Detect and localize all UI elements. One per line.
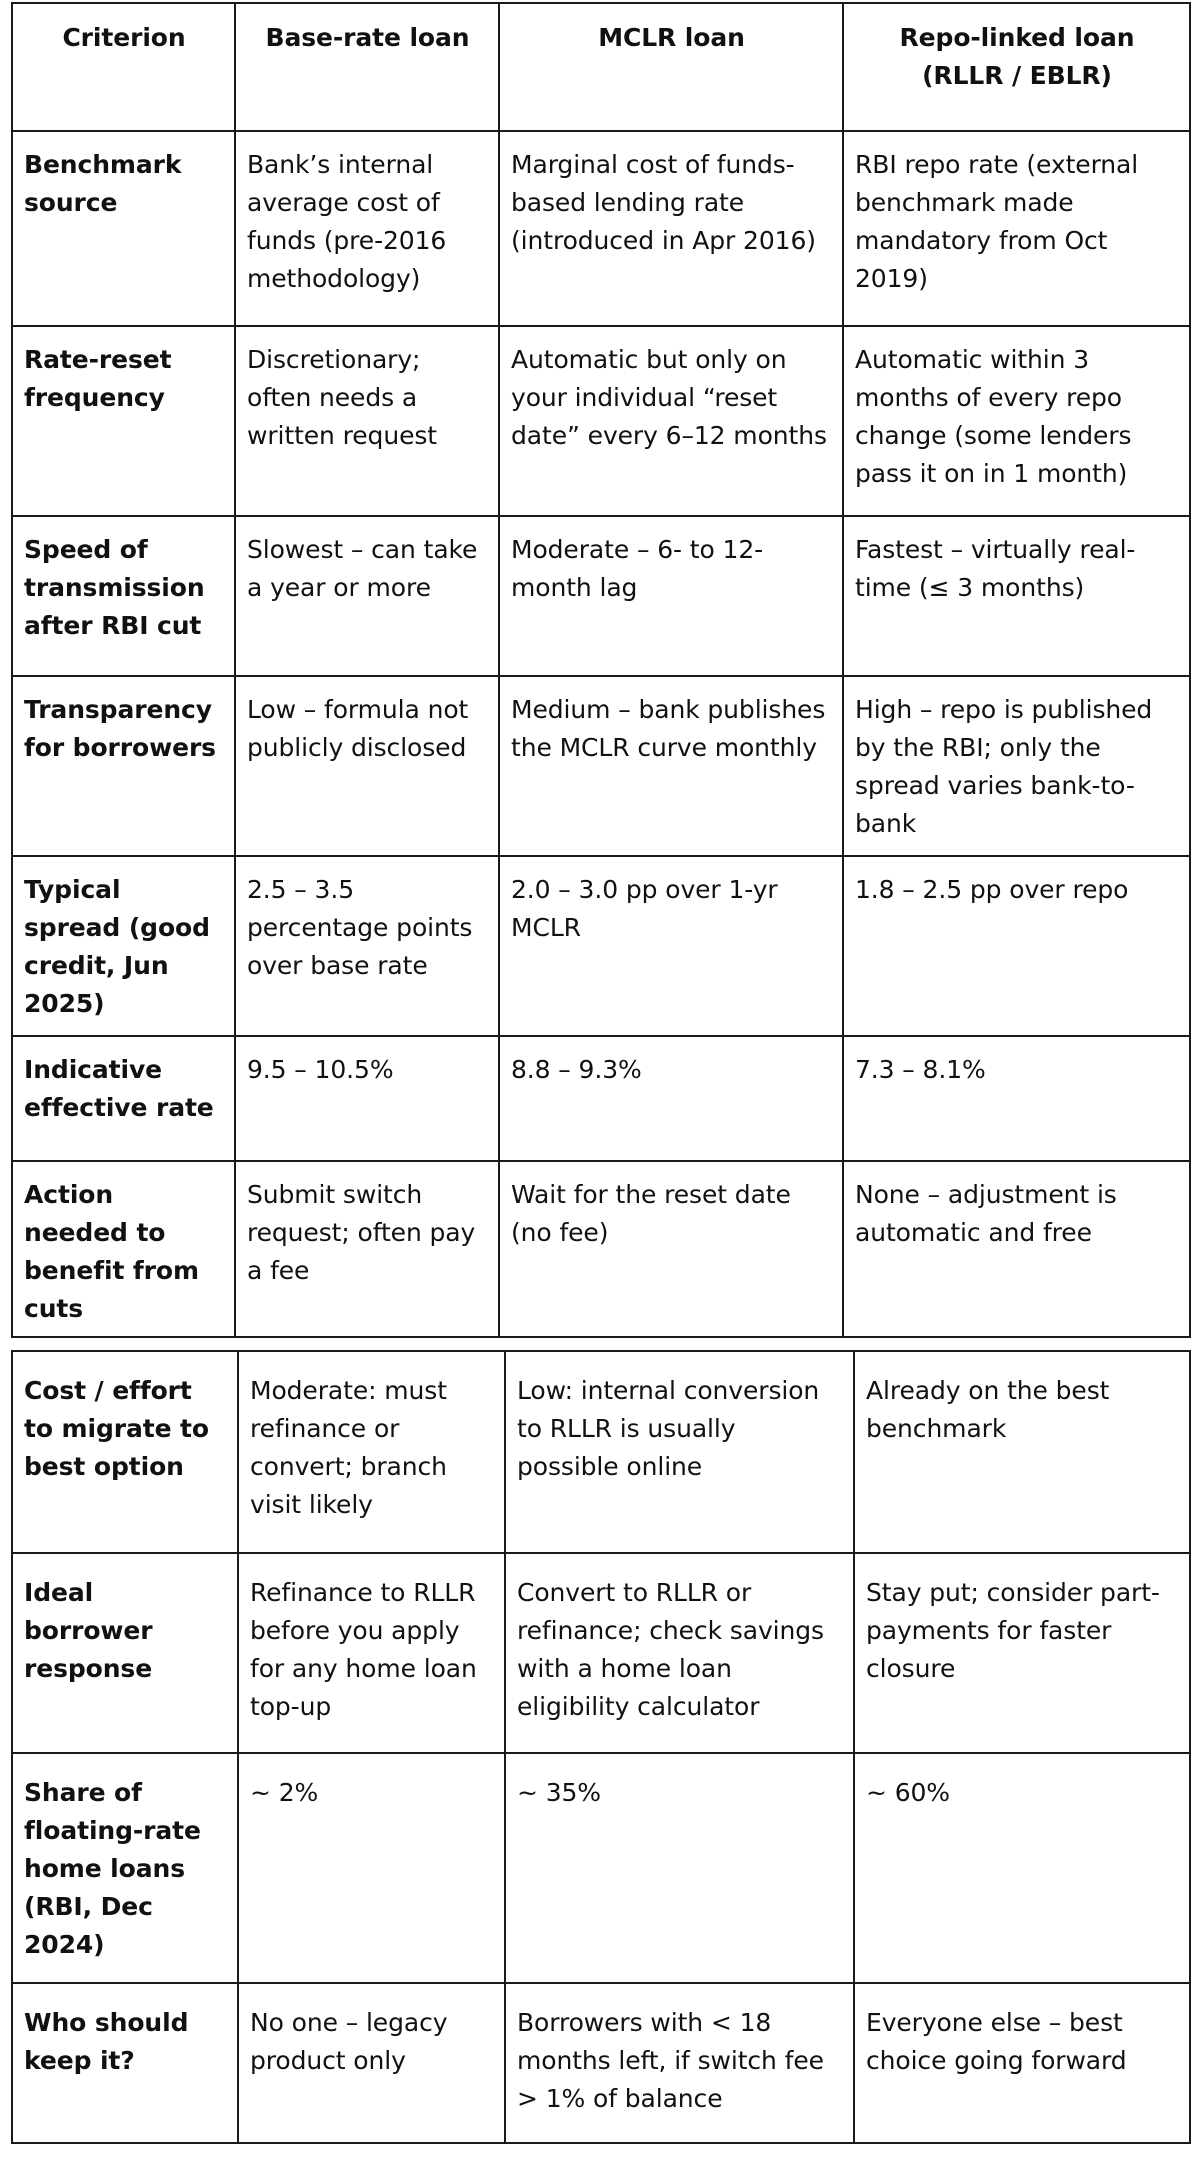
cell-mclr: Borrowers with < 18 months left, if switch fee > 1% of balance [505, 1983, 854, 2143]
row-criterion: Share of floating-rate home loans (RBI, Dec 2024) [12, 1753, 238, 1983]
comparison-table-bottom [11, 1350, 1191, 2144]
table-row [12, 516, 1190, 676]
header-row [12, 3, 1190, 131]
row-criterion: Who should keep it? [12, 1983, 238, 2143]
cell-base-rate: Low – formula not publicly disclosed [235, 676, 499, 856]
table-row [12, 1753, 1190, 1983]
table-row [12, 131, 1190, 326]
cell-mclr: Automatic but only on your individual “reset date” every 6–12 months [499, 326, 843, 516]
header-mclr-loan: MCLR loan [499, 3, 843, 131]
row-criterion: Indicative effective rate [12, 1036, 235, 1161]
cell-base-rate: Bank’s internal average cost of funds (pre-2016 methodology) [235, 131, 499, 326]
cell-repo: 7.3 – 8.1% [843, 1036, 1190, 1161]
cell-repo: Everyone else – best choice going forward [854, 1983, 1190, 2143]
cell-mclr: Low: internal conversion to RLLR is usually possible online [505, 1351, 854, 1553]
cell-base-rate: ~ 2% [238, 1753, 505, 1983]
table-row [12, 1553, 1190, 1753]
cell-base-rate: Slowest – can take a year or more [235, 516, 499, 676]
header-repo-linked-loan: Repo-linked loan (RLLR / EBLR) [843, 3, 1190, 131]
cell-mclr: 2.0 – 3.0 pp over 1-yr MCLR [499, 856, 843, 1036]
cell-repo: Automatic within 3 months of every repo change (some lenders pass it on in 1 month) [843, 326, 1190, 516]
cell-repo: Already on the best benchmark [854, 1351, 1190, 1553]
header-base-rate-loan: Base-rate loan [235, 3, 499, 131]
cell-mclr: 8.8 – 9.3% [499, 1036, 843, 1161]
row-criterion: Benchmark source [12, 131, 235, 326]
cell-base-rate: 9.5 – 10.5% [235, 1036, 499, 1161]
cell-repo: Fastest – virtually real-time (≤ 3 months) [843, 516, 1190, 676]
cell-mclr: Marginal cost of funds-based lending rate (introduced in Apr 2016) [499, 131, 843, 326]
cell-repo: ~ 60% [854, 1753, 1190, 1983]
cell-base-rate: Moderate: must refinance or convert; branch visit likely [238, 1351, 505, 1553]
row-criterion: Cost / effort to migrate to best option [12, 1351, 238, 1553]
header-criterion: Criterion [12, 3, 235, 131]
cell-repo: RBI repo rate (external benchmark made mandatory from Oct 2019) [843, 131, 1190, 326]
cell-repo: 1.8 – 2.5 pp over repo [843, 856, 1190, 1036]
cell-mclr: Medium – bank publishes the MCLR curve monthly [499, 676, 843, 856]
cell-base-rate: No one – legacy product only [238, 1983, 505, 2143]
table-row [12, 1983, 1190, 2143]
row-criterion: Typical spread (good credit, Jun 2025) [12, 856, 235, 1036]
table-row [12, 1036, 1190, 1161]
row-criterion: Action needed to benefit from cuts [12, 1161, 235, 1337]
cell-mclr: Wait for the reset date (no fee) [499, 1161, 843, 1337]
cell-repo: Stay put; consider part-payments for faster closure [854, 1553, 1190, 1753]
cell-base-rate: Refinance to RLLR before you apply for any home loan top-up [238, 1553, 505, 1753]
row-criterion: Rate-reset frequency [12, 326, 235, 516]
cell-repo: None – adjustment is automatic and free [843, 1161, 1190, 1337]
cell-mclr: ~ 35% [505, 1753, 854, 1983]
table-row [12, 676, 1190, 856]
row-criterion: Transparency for borrowers [12, 676, 235, 856]
cell-repo: High – repo is published by the RBI; only the spread varies bank-to-bank [843, 676, 1190, 856]
table-row [12, 856, 1190, 1036]
table-row [12, 1351, 1190, 1553]
table-row [12, 326, 1190, 516]
cell-base-rate: Submit switch request; often pay a fee [235, 1161, 499, 1337]
row-criterion: Ideal borrower response [12, 1553, 238, 1753]
cell-mclr: Convert to RLLR or refinance; check savings with a home loan eligibility calculator [505, 1553, 854, 1753]
cell-base-rate: 2.5 – 3.5 percentage points over base rate [235, 856, 499, 1036]
cell-base-rate: Discretionary; often needs a written request [235, 326, 499, 516]
row-criterion: Speed of transmission after RBI cut [12, 516, 235, 676]
cell-mclr: Moderate – 6- to 12-month lag [499, 516, 843, 676]
table-row [12, 1161, 1190, 1337]
comparison-table-top [11, 2, 1191, 1338]
